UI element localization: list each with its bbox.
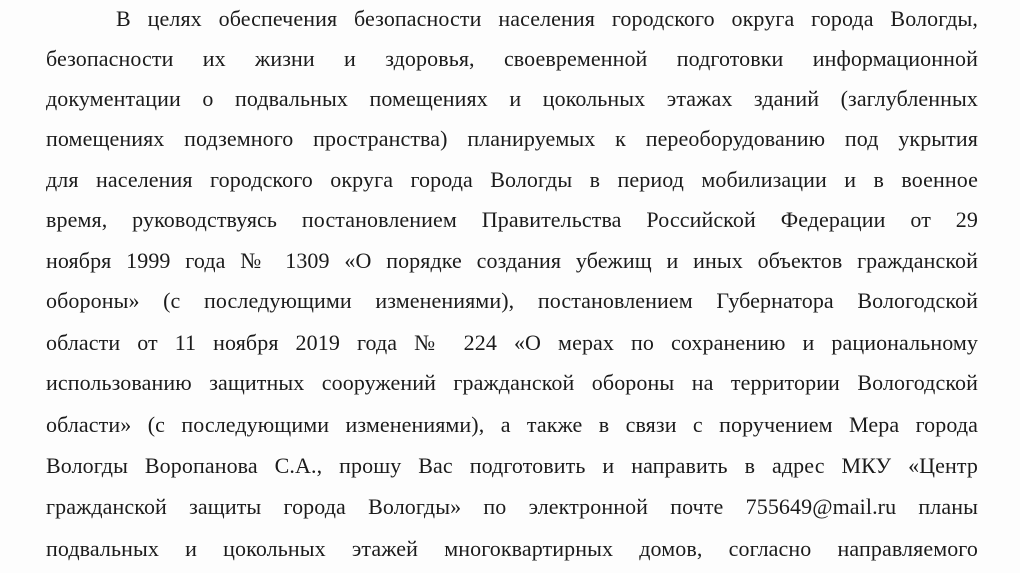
text-line-12: Вологды Воропанова С.А., прошу Вас подготовить и направить в адрес МКУ «Центр bbox=[46, 453, 978, 478]
text-line-13: гражданской защиты города Вологды» по электронной почте 755649@mail.ru планы bbox=[46, 494, 978, 519]
text-line-11: области» (с последующими изменениями), а также в связи с поручением Мера города bbox=[46, 412, 978, 437]
text-line-1: В целях обеспечения безопасности населения городского округа города Вологды, bbox=[116, 6, 978, 31]
text-line-9: области от 11 ноября 2019 года № 224 «О мерах по сохранению и рациональному bbox=[46, 330, 978, 355]
text-line-14: подвальных и цокольных этажей многоквартирных домов, согласно направляемого bbox=[46, 536, 978, 561]
text-line-2: безопасности их жизни и здоровья, своевременной подготовки информационной bbox=[46, 46, 978, 71]
text-line-10: использованию защитных сооружений гражданской обороны на территории Вологодской bbox=[46, 370, 978, 395]
text-line-7: ноября 1999 года № 1309 «О порядке создания убежищ и иных объектов гражданской bbox=[46, 248, 978, 273]
text-line-3: документации о подвальных помещениях и цокольных этажах зданий (заглубленных bbox=[46, 86, 978, 111]
text-line-6: время, руководствуясь постановлением Правительства Российской Федерации от 29 bbox=[46, 207, 978, 232]
text-line-4: помещениях подземного пространства) планируемых к переоборудованию под укрытия bbox=[46, 126, 978, 151]
text-line-8: обороны» (с последующими изменениями), постановлением Губернатора Вологодской bbox=[46, 288, 978, 313]
text-line-5: для населения городского округа города Вологды в период мобилизации и в военное bbox=[46, 167, 978, 192]
